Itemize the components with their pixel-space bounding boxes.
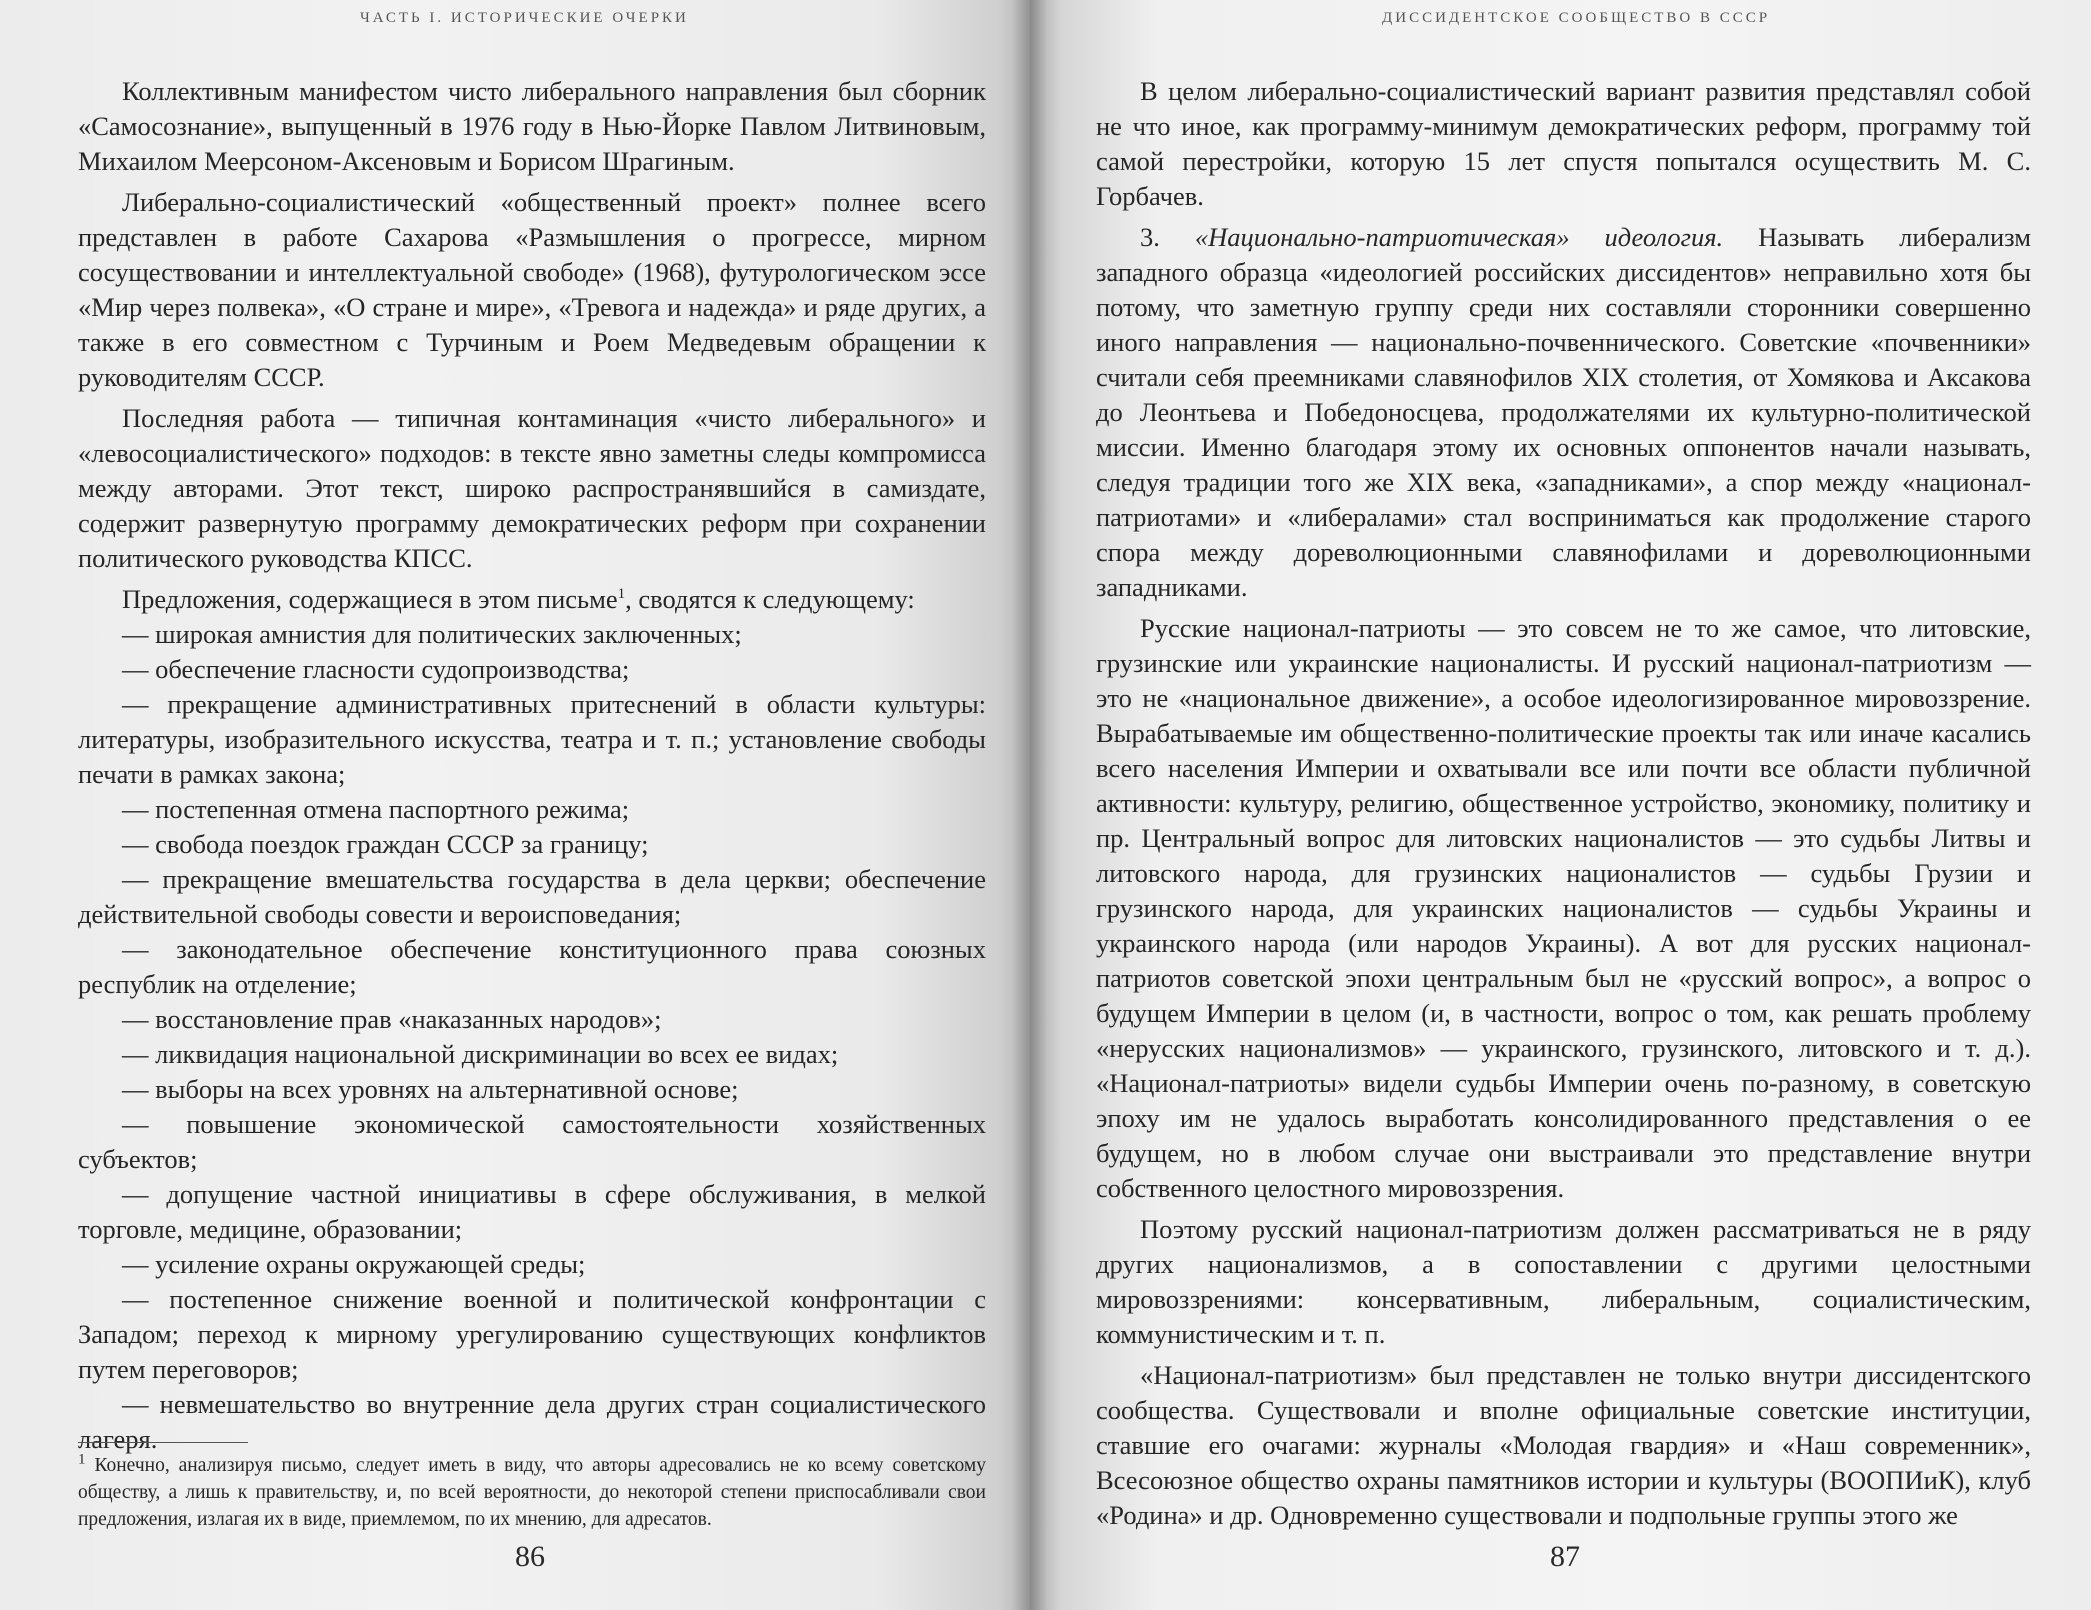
paragraph: «Национал-патриотизм» был представлен не только внутри диссидентского сообщества. Существовали и вполне официальные советские институции, ставшие его очагами: журналы «Молодая гвардия» и «Наш современник», Всесоюзное общество охраны памятников истории и культуры (ВООПИиК), клуб «Родина» и др. Одновременно существовали и подпольные группы этого же — [1096, 1360, 2031, 1530]
section-title: «Национально-патриотическая» идеология. — [1194, 222, 1724, 252]
left-page — [0, 0, 1030, 1610]
paragraph: Поэтому русский национал-патриотизм должен рассматриваться не в ряду других национализмов, а в сопоставлении с другими целостными мировоззрениями: консервативным, либеральным, социалистическим, коммунистическим и т. п. — [1096, 1214, 2031, 1349]
section-number: 3. — [1140, 222, 1160, 252]
list-item: — повышение экономической самостоятельности хозяйственных субъектов; — [78, 1109, 986, 1174]
list-item: — свобода поездок граждан СССР за границу; — [122, 829, 649, 859]
paragraph: Последняя работа — типичная контаминация «чисто либерального» и «левосоциалистического» подходов: в тексте явно заметны следы компромисса между авторами. Этот текст, широко распространявшийся в самиздате, содержит развернутую программу демократических реформ при сохранении политического руководства КПСС. — [78, 403, 986, 573]
page-number-left: 86 — [515, 1540, 545, 1573]
list-item: — прекращение административных притеснений в области культуры: литературы, изобразительного искусства, театра и т. п.; установление свободы печати в рамках закона; — [78, 689, 986, 789]
list-item: — ликвидация национальной дискриминации во всех ее видах; — [122, 1039, 839, 1069]
page-number-right: 87 — [1550, 1540, 1580, 1573]
list-item: — законодательное обеспечение конституционного права союзных республик на отделение; — [78, 934, 986, 999]
footnote-divider — [78, 1442, 248, 1443]
left-page-body — [78, 74, 986, 1457]
footnote — [78, 1452, 986, 1533]
right-page-body — [1096, 74, 2031, 1533]
list-item: — обеспечение гласности судопроизводства; — [122, 654, 630, 684]
running-head-right: ДИССИДЕНТСКОЕ СООБЩЕСТВО В СССР — [1382, 10, 1771, 26]
book-gutter-shadow — [1012, 0, 1048, 1610]
list-item: — невмешательство во внутренние дела других стран социалистического лагеря. — [78, 1389, 986, 1454]
list-item: — постепенное снижение военной и политической конфронтации с Западом; переход к мирному урегулированию существующих конфликтов путем переговоров; — [78, 1284, 986, 1384]
footnote-text: Конечно, анализируя письмо, следует иметь в виду, что авторы адресовались не ко всему советскому обществу, а лишь к правительству, и, по всей вероятности, до некоторой степени приспосабливали свои предложения, излагая их в виде, приемлемом, по их мнению, для адресатов. — [78, 1455, 987, 1530]
footnote-marker: 1 — [78, 1451, 86, 1468]
list-intro — [78, 582, 986, 617]
paragraph: Либерально-социалистический «общественный проект» полнее всего представлен в работе Сахарова «Размышления о прогрессе, мирном сосуществовании и интеллектуальной свободе» (1968), футурологическом эссе «Мир через полвека», «О стране и мире», «Тревога и надежда» и ряде других, а также в его совместном с Турчиным и Роем Медведевым обращении к руководителям СССР. — [78, 187, 986, 392]
section-paragraph — [1096, 220, 2031, 605]
list-item: — восстановление прав «наказанных народов»; — [122, 1004, 662, 1034]
list-item: — выборы на всех уровнях на альтернативной основе; — [122, 1074, 739, 1104]
right-page — [1030, 0, 2091, 1610]
list-item: — допущение частной инициативы в сфере обслуживания, в мелкой торговле, медицине, образовании; — [78, 1179, 986, 1244]
footnote-reference: 1 — [617, 586, 626, 603]
paragraph: Русские национал-патриоты — это совсем не то же самое, что литовские, грузинские или украинские националисты. И русский национал-патриотизм — это не «национальное движение», а особое идеологизированное мировоззрение. Вырабатываемые им общественно-политические проекты так или иначе касались всего населения Империи и охватывали все или почти все области публичной активности: культуру, религию, общественное устройство, экономику, политику и пр. Центральный вопрос для литовских националистов — это судьбы Литвы и литовского народа, для грузинских националистов — судьбы Грузии и грузинского народа, для украинских националистов — судьбы Украины и украинского народа (или народов Украины). А вот для русских национал-патриотов советской эпохи центральным был не «русский вопрос», а вопрос о будущем Империи в целом (и, в частности, вопрос о том, как решать проблему «нерусских национализмов» — украинского, грузинского, литовского и т. д.). «Национал-патриоты» видели судьбы Империи очень по-разному, в советскую эпоху им не удалось выработать консолидированного представления о ее будущем, но в любом случае они выстраивали это представление внутри собственного целостного мировоззрения. — [1096, 613, 2031, 1203]
list-item: — прекращение вмешательства государства в дела церкви; обеспечение действительной свободы совести и вероисповедания; — [78, 864, 986, 929]
list-intro-tail: , сводятся к следующему: — [625, 584, 915, 614]
list-item: — широкая амнистия для политических заключенных; — [122, 619, 742, 649]
section-text: Называть либерализм западного образца «идеологией российских диссидентов» неправильно хотя бы потому, что заметную группу среди них составляли сторонники совершенно иного направления — национально-почвеннического. Советские «почвенники» считали себя преемниками славянофилов XIX столетия, от Хомякова и Аксакова до Леонтьева и Победоносцева, продолжателями их культурно-политической миссии. Именно благодаря этому их основных оппонентов начали называть, следуя традиции того же XIX века, «западниками», а спор между «национал-патриотами» и «либералами» стал восприниматься как продолжение старого спора между дореволюционными славянофилами и дореволюционными западниками. — [1096, 222, 2031, 602]
list-item: — постепенная отмена паспортного режима; — [122, 794, 630, 824]
running-head-left: ЧАСТЬ I. ИСТОРИЧЕСКИЕ ОЧЕРКИ — [360, 10, 689, 26]
list-item: — усиление охраны окружающей среды; — [122, 1249, 586, 1279]
paragraph: Коллективным манифестом чисто либерального направления был сборник «Самосознание», выпущенный в 1976 году в Нью-Йорке Павлом Литвиновым, Михаилом Меерсоном-Аксеновым и Борисом Шрагиным. — [78, 76, 986, 176]
list-intro-text: Предложения, содержащиеся в этом письме — [122, 584, 618, 614]
paragraph: В целом либерально-социалистический вариант развития представлял собой не что иное, как программу-минимум демократических реформ, программу той самой перестройки, которую 15 лет спустя попытался осуществить М. С. Горбачев. — [1096, 76, 2031, 211]
